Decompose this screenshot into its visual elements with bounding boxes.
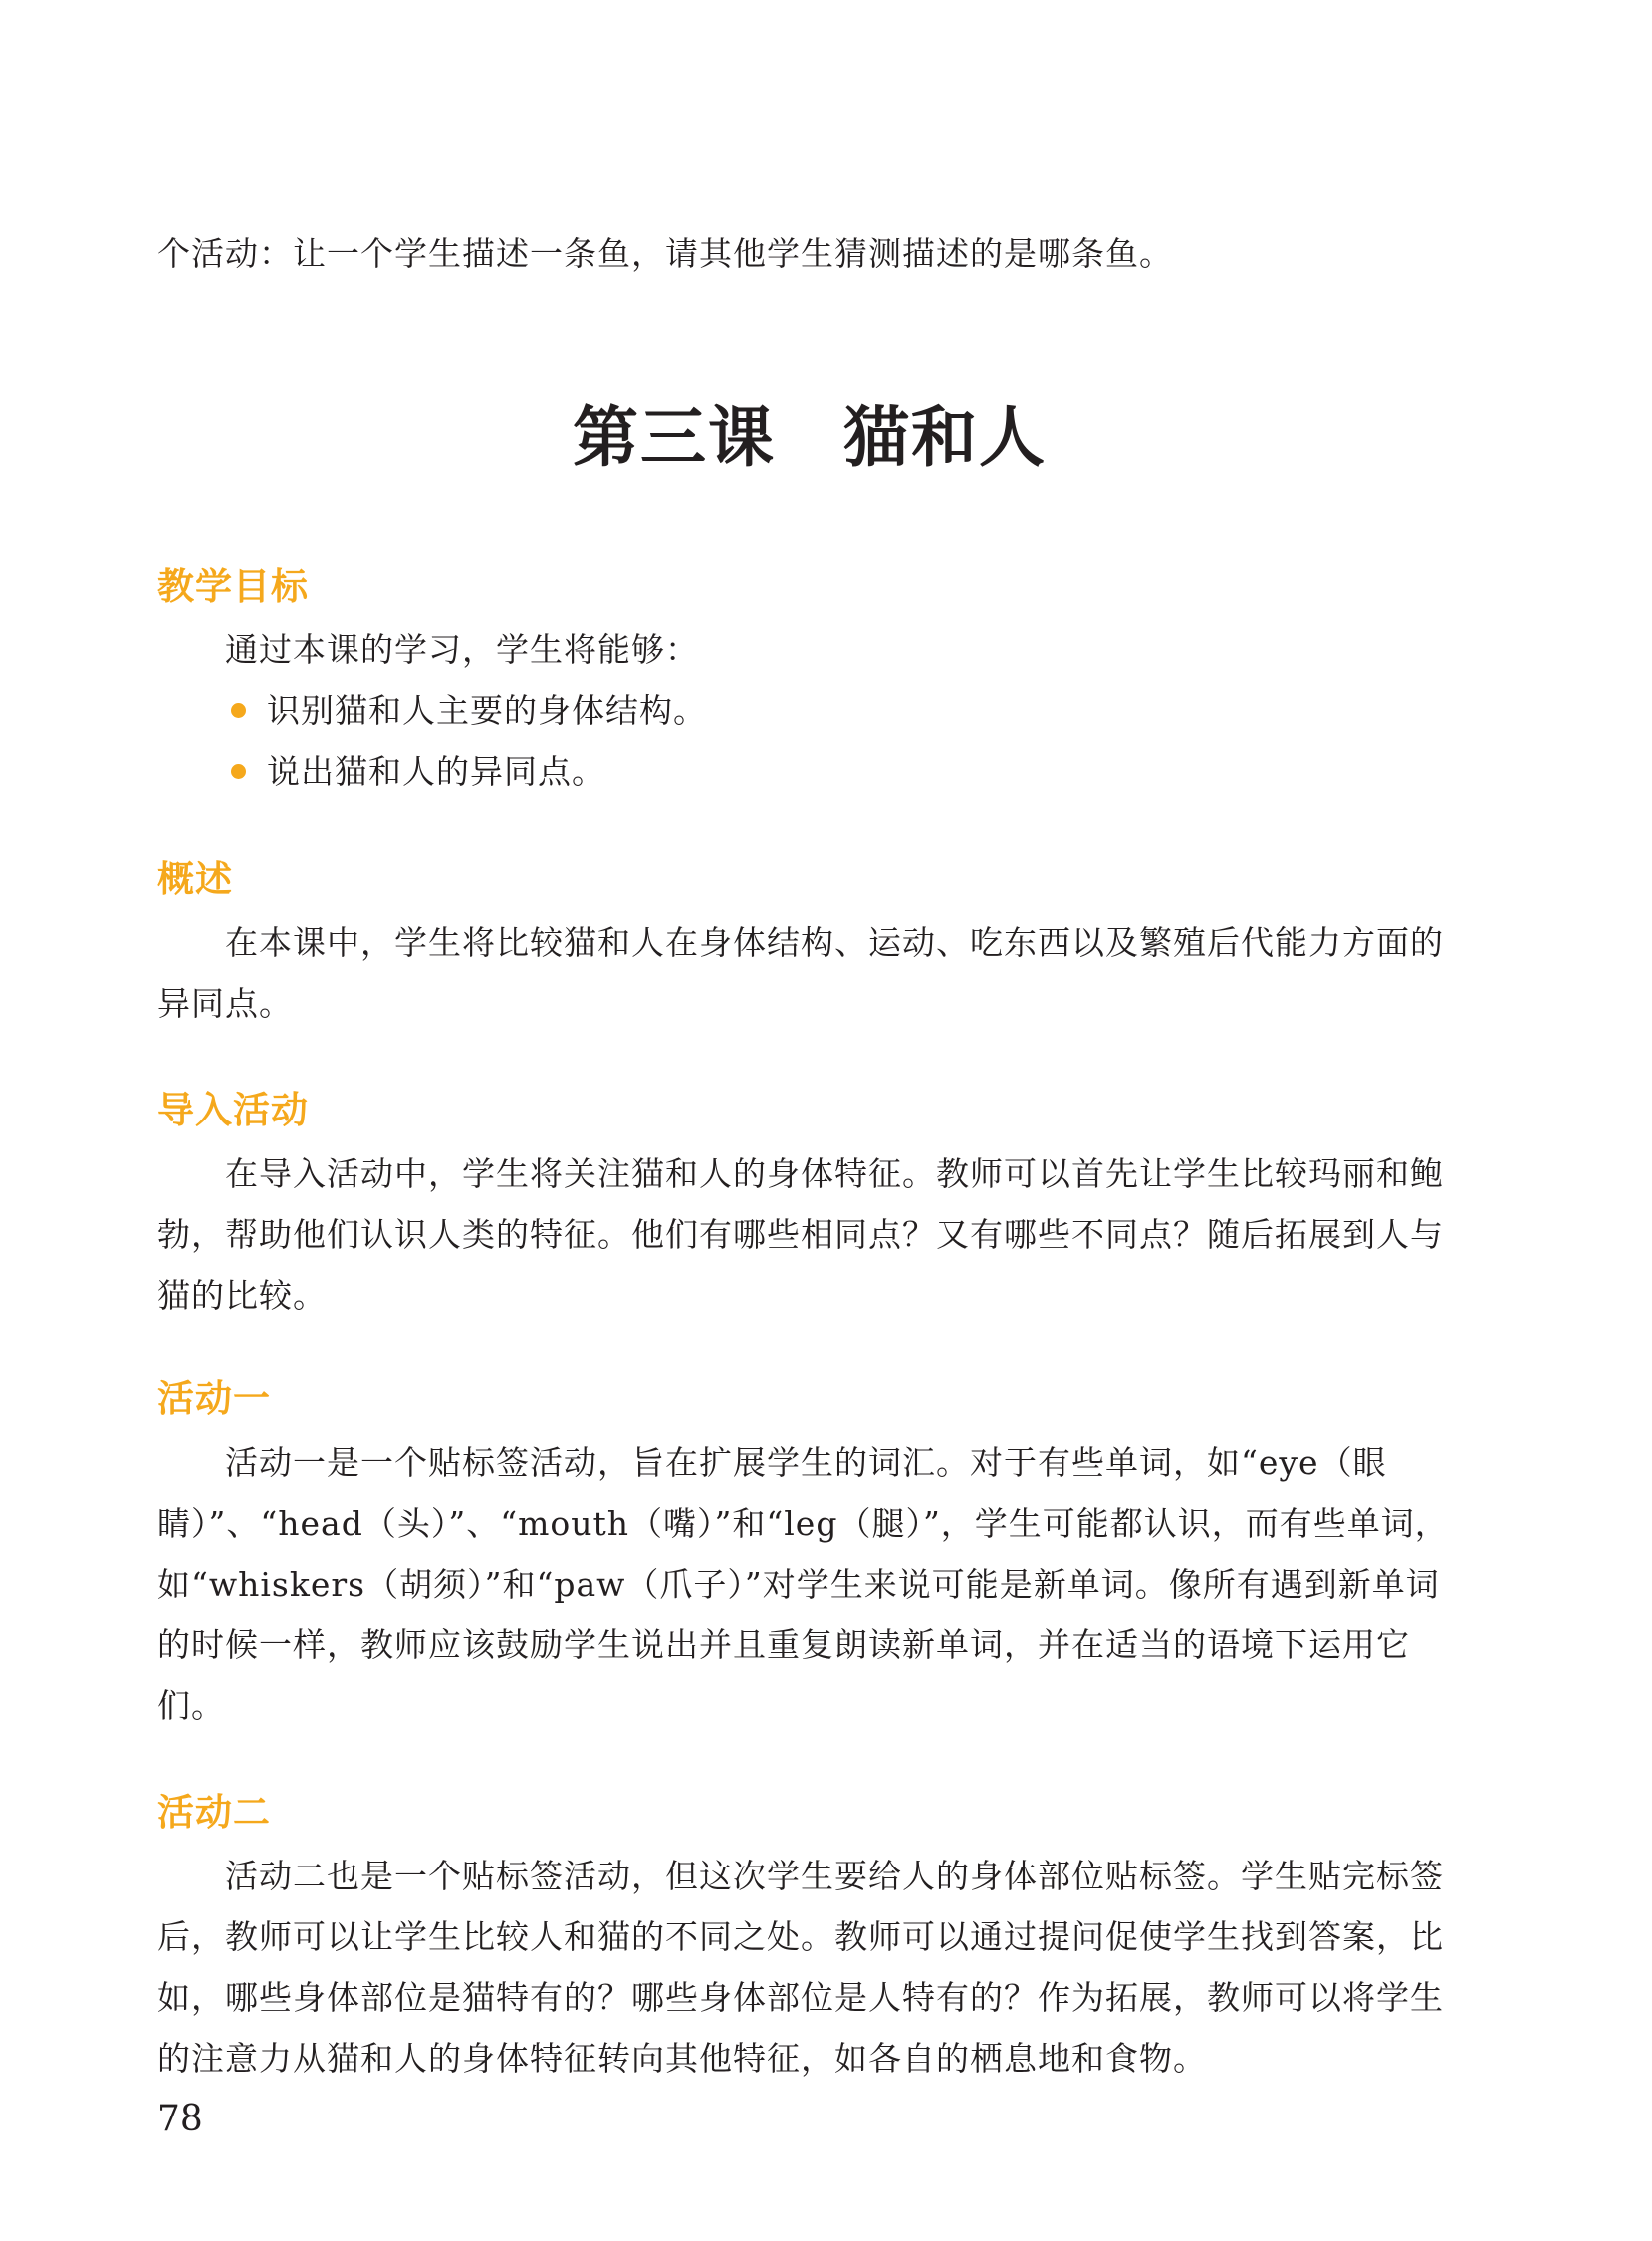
activity-two-heading: 活动二	[157, 1791, 271, 1834]
continuation-paragraph: 个活动：让一个学生描述一条鱼，请其他学生猜测描述的是哪条鱼。	[157, 234, 1173, 273]
objective-text: 说出猫和人的异同点。	[267, 752, 605, 791]
page-number: 78	[157, 2099, 203, 2139]
document-page	[157, 0, 1462, 2241]
objectives-intro: 通过本课的学习，学生将能够：	[225, 630, 699, 669]
objectives-section	[157, 562, 1462, 802]
lesson-title: 第三课 猫和人	[573, 399, 1047, 476]
activity-one-paragraph: 活动一是一个贴标签活动，旨在扩展学生的词汇。对于有些单词，如“eye（眼睛）”、“head（头）”、“mouth（嘴）”和“leg（腿）”，学生可能都认识，而有些单词，如“whiskers（胡须）”和“paw（爪子）”对学生来说可能是新单词。像所有遇到新单词的时候一样，教师应该鼓励学生说出并且重复朗读新单词，并在适当的语境下运用它们。	[157, 1443, 1449, 1725]
objectives-heading: 教学目标	[157, 565, 309, 608]
objective-item	[229, 741, 1462, 802]
intro-activity-heading: 导入活动	[157, 1089, 309, 1131]
overview-paragraph: 在本课中，学生将比较猫和人在身体结构、运动、吃东西以及繁殖后代能力方面的异同点。	[157, 923, 1444, 1023]
intro-activity-paragraph: 在导入活动中，学生将关注猫和人的身体特征。教师可以首先让学生比较玛丽和鲍勃，帮助他们认识人类的特征。他们有哪些相同点？又有哪些不同点？随后拓展到人与猫的比较。	[157, 1154, 1444, 1315]
bullet-dot-icon	[231, 764, 246, 779]
activity-two-section	[157, 1788, 1462, 2089]
intro-activity-section	[157, 1086, 1462, 1326]
objective-text: 识别猫和人主要的身体结构。	[267, 691, 707, 730]
objectives-list	[157, 680, 1462, 802]
bullet-dot-icon	[231, 703, 246, 718]
overview-section	[157, 855, 1462, 1034]
activity-one-heading: 活动一	[157, 1377, 271, 1420]
overview-heading: 概述	[157, 858, 233, 900]
activity-two-paragraph: 活动二也是一个贴标签活动，但这次学生要给人的身体部位贴标签。学生贴完标签后，教师可以让学生比较人和猫的不同之处。教师可以通过提问促使学生找到答案，比如，哪些身体部位是猫特有的？哪些身体部位是人特有的？作为拓展，教师可以将学生的注意力从猫和人的身体特征转向其他特征，如各自的栖息地和食物。	[157, 1857, 1444, 2078]
activity-one-section	[157, 1374, 1462, 1736]
objective-item	[229, 680, 1462, 741]
